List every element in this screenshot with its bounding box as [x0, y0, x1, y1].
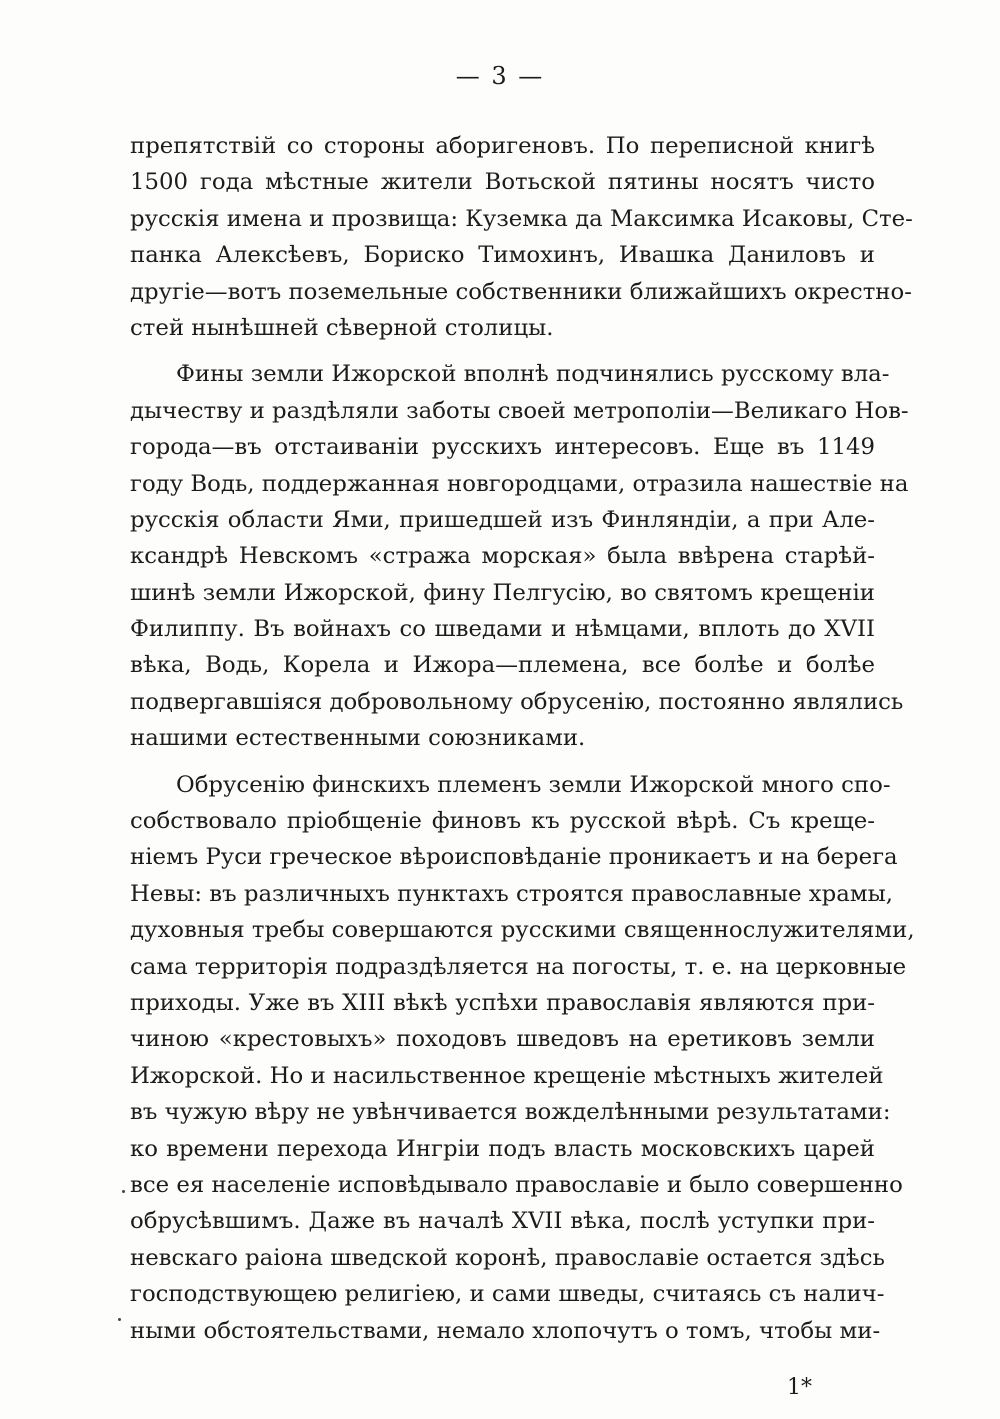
text-line: чиною «крестовыхъ» походовъ шведовъ на еретиковъ земли [130, 1026, 875, 1053]
text-line: собствовало пріобщеніе финовъ къ русской вѣрѣ. Съ креще- [130, 808, 875, 835]
text-line: ко времени перехода Ингріи подъ власть московскихъ царей [130, 1135, 875, 1162]
paragraph-1 [130, 128, 913, 346]
text-line: Фины земли Ижорской вполнѣ подчинялись русскому вла- [176, 361, 890, 388]
page-number: — 3 — [455, 62, 545, 90]
printer-signature-mark: 1* [787, 1375, 812, 1400]
text-line: русскія области Ями, пришедшей изъ Финляндіи, а при Але- [130, 506, 875, 533]
text-line: Невы: въ различныхъ пунктахъ строятся православные храмы, [130, 880, 893, 907]
text-line: приходы. Уже въ XIII вѣкѣ успѣхи православія являются при- [130, 989, 875, 1016]
paragraph-3 [130, 767, 915, 1349]
text-line: подвергавшіяся добровольному обрусенію, постоянно являлись [130, 688, 904, 715]
text-line: въ чужую вѣру не увѣнчивается вожделѣнными результатами: [130, 1099, 891, 1126]
text-line: нашими естественными союзниками. [130, 725, 586, 752]
print-speck [118, 1318, 121, 1321]
text-line: другіе—вотъ поземельные собственники ближайшихъ окрестно- [130, 278, 912, 305]
text-line: господствующею религіею, и сами шведы, считаясь съ налич- [130, 1281, 885, 1308]
text-line: стей нынѣшней сѣверной столицы. [130, 314, 554, 341]
text-line: 1500 года мѣстные жители Вотьской пятины носятъ чисто [130, 169, 875, 196]
text-line: обрусѣвшимъ. Даже въ началѣ XVII вѣка, послѣ уступки при- [130, 1208, 875, 1235]
text-line: ксандрѣ Невскомъ «стража морская» была ввѣрена старѣй- [130, 543, 875, 570]
text-line: дычеству и раздѣляли заботы своей метрополіи—Великаго Нов- [130, 397, 909, 424]
text-line: города—въ отстаиваніи русскихъ интересовъ. Еще въ 1149 [130, 434, 875, 461]
text-line: препятствій со стороны аборигеновъ. По переписной книгѣ [130, 133, 875, 159]
text-line: вѣка, Водь, Корела и Ижора—племена, все болѣе и болѣе [130, 652, 875, 679]
text-line: шинѣ земли Ижорской, фину Пелгусію, во святомъ крещеніи [130, 579, 875, 606]
text-line: панка Алексѣевъ, Бориско Тимохинъ, Ивашка Даниловъ и [130, 242, 875, 269]
text-line: Ижорской. Но и насильственное крещеніе мѣстныхъ жителей [130, 1062, 884, 1089]
body-text [130, 128, 915, 1359]
text-line: ными обстоятельствами, немало хлопочутъ о томъ, чтобы ми- [130, 1317, 881, 1344]
text-line: ніемъ Руси греческое вѣроисповѣданіе проникаетъ и на берега [130, 844, 898, 871]
print-speck [122, 1190, 125, 1193]
paragraph-2 [130, 356, 909, 756]
text-line: Филиппу. Въ войнахъ со шведами и нѣмцами, вплоть до XVII [130, 616, 875, 643]
text-line: невскаго раіона шведской коронѣ, православіе остается здѣсь [130, 1244, 885, 1271]
text-line: русскія имена и прозвища: Куземка да Максимка Исаковы, Сте- [130, 205, 913, 232]
text-line: духовныя требы совершаются русскими священнослужителями, [130, 917, 915, 944]
text-line: Обрусенію финскихъ племенъ земли Ижорской много спо- [176, 771, 891, 798]
text-line: году Водь, поддержанная новгородцами, отразила нашествіе на [130, 470, 909, 497]
text-line: сама территорія подраздѣляется на погосты, т. е. на церковные [130, 953, 907, 980]
text-line: все ея населеніе исповѣдывало православіе и было совершенно [130, 1171, 903, 1198]
